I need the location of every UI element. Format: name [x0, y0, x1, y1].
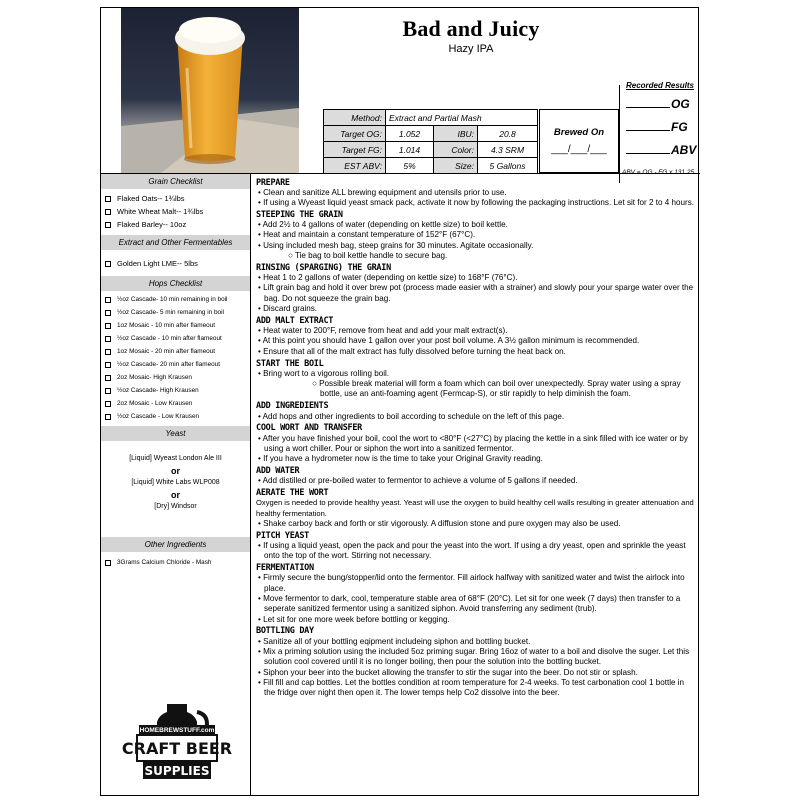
checkbox-icon — [105, 209, 111, 215]
section-heading: COOL WORT AND TRANSFER — [256, 423, 362, 434]
grain-checklist-header: Grain Checklist — [101, 174, 250, 189]
logo-craft-beer: CRAFT BEER — [121, 739, 233, 758]
extract-item[interactable]: Golden Light LME-- 5lbs — [101, 257, 250, 270]
hops-item[interactable]: ½oz Cascade- High Krausen — [101, 384, 250, 397]
instruction-line: • Shake carboy back and forth or stir vigorously. A diffusion stone and pure oxygen may also be used. — [258, 519, 621, 528]
recipe-sheet — [100, 7, 699, 796]
checkbox-icon — [105, 323, 111, 329]
instruction-line: • Ensure that all of the malt extract has fully dissolved before turning the heat back on. — [258, 346, 566, 356]
yeast-or: or — [171, 466, 180, 476]
size-label: Size: — [434, 158, 478, 174]
ibu-value: 20.8 — [478, 126, 538, 142]
recorded-abv[interactable]: ABV — [626, 143, 696, 157]
recipe-style: Hazy IPA — [448, 43, 494, 55]
section-heading: FERMENTATION — [256, 563, 314, 574]
brewing-instructions — [256, 176, 694, 699]
hops-item[interactable]: 2oz Mosaic - Low Krausen — [101, 397, 250, 410]
title-area — [323, 16, 619, 55]
hops-item[interactable]: 1oz Mosaic - 20 min after flameout — [101, 345, 250, 358]
ibu-label: IBU: — [434, 126, 478, 142]
abv-label: EST ABV: — [324, 158, 386, 174]
instruction-line: • Let sit for one more week before bottling or kegging. — [258, 614, 450, 624]
recipe-title: Bad and Juicy — [402, 16, 540, 41]
other-item[interactable]: 3Grams Calcium Chloride - Mash — [101, 556, 250, 569]
instruction-line: • At this point you should have 1 gallon over your post boil volume. A 3½ gallon minimum is recommended. — [258, 336, 640, 346]
checkbox-icon — [105, 297, 111, 303]
hops-item[interactable]: 2oz Mosaic- High Krausen — [101, 371, 250, 384]
grain-item[interactable]: White Wheat Malt-- 1¾lbs — [101, 205, 250, 218]
method-label: Method: — [324, 110, 386, 126]
color-value: 4.3 SRM — [478, 142, 538, 158]
yeast-option-2: [Liquid] White Labs WLP008 — [131, 479, 220, 486]
recorded-og[interactable]: OG — [626, 97, 690, 111]
color-label: Color: — [434, 142, 478, 158]
section-heading: PREPARE — [256, 177, 290, 188]
checkbox-icon — [105, 388, 111, 394]
extract-header: Extract and Other Fermentables — [101, 235, 250, 250]
ingredients-sidebar — [101, 174, 251, 796]
hops-item[interactable]: ½oz Cascade - 10 min after flameout — [101, 332, 250, 345]
instruction-line: • Discard grains. — [258, 304, 318, 314]
checkbox-icon — [105, 336, 111, 342]
section-heading: ADD MALT EXTRACT — [256, 315, 334, 326]
hops-item[interactable]: ½oz Cascade- 5 min remaining in boil — [101, 306, 250, 319]
instruction-subline: ○ Tie bag to boil kettle handle to secure bag. — [288, 251, 448, 261]
instruction-line: • Add hops and other ingredients to boil according to schedule on the left of this page. — [258, 411, 565, 421]
yeast-options — [101, 441, 250, 513]
instruction-line: • Add 2½ to 4 gallons of water (depending on kettle size) to boil kettle. — [258, 220, 508, 230]
section-heading: BOTTLING DAY — [256, 626, 314, 637]
instruction-line: • Clean and sanitize ALL brewing equipment and utensils prior to use. — [258, 187, 507, 197]
hops-item[interactable]: ½oz Cascade- 10 min remaining in boil — [101, 293, 250, 306]
grain-item[interactable]: Flaked Barley-- 10oz — [101, 218, 250, 231]
checkbox-icon — [105, 196, 111, 202]
hops-item[interactable]: ½oz Cascade - Low Krausen — [101, 410, 250, 423]
section-heading: RINSING (SPARGING) THE GRAIN — [256, 262, 391, 273]
instruction-line: • Heat 1 to 2 gallons of water (depending on kettle size) to 168°F (76°C). — [258, 273, 518, 283]
fg-value: 1.014 — [386, 142, 434, 158]
instruction-line: • Add distilled or pre-boiled water to fermentor to achieve a volume of 5 gallons if needed. — [258, 476, 578, 486]
checkbox-icon — [105, 222, 111, 228]
beer-photo — [121, 8, 299, 173]
yeast-option-1: [Liquid] Wyeast London Ale III — [129, 455, 222, 462]
yeast-or: or — [171, 490, 180, 500]
checkbox-icon — [105, 401, 111, 407]
instruction-line: • If using a liquid yeast, open the pack and pour the yeast into the wort. If using a dry yeast, open and sprinkle the yeast onto the top of the wort. Stirring not necessary. — [258, 541, 686, 561]
recorded-results-header: Recorded Results — [625, 81, 695, 90]
section-heading: ADD WATER — [256, 466, 300, 477]
yeast-option-3: [Dry] Windsor — [154, 503, 197, 510]
instruction-line: • Mix a priming solution using the included 5oz priming sugar. Bring 16oz of water to a boil and disolve the suger. Let this solution cool covered until it is no longer boiling, then pour the solution into the bottling bucket. — [258, 647, 690, 667]
section-heading: AERATE THE WORT — [256, 488, 329, 499]
instruction-line: • Heat water to 200°F, remove from heat and add your malt extract(s). — [258, 326, 508, 336]
instruction-line: • If you have a hydrometer now is the time to take your Original Gravity reading. — [258, 454, 543, 464]
section-heading: START THE BOIL — [256, 358, 324, 369]
size-value: 5 Gallons — [478, 158, 538, 174]
hops-item[interactable]: ½oz Cascade- 20 min after flameout — [101, 358, 250, 371]
yeast-header: Yeast — [101, 426, 250, 441]
checkbox-icon — [105, 261, 111, 267]
instruction-line: • After you have finished your boil, cool the wort to <80°F (<27°C) by placing the kettle in a sink filled with ice water or by using a wort chiller. Pour or siphon the wort into a sanitized fermentor. — [258, 433, 688, 453]
instruction-line: • Siphon your beer into the bucket allowing the transfer to stir the sugar into the beer. Do not stir or splash. — [258, 667, 638, 677]
instruction-line: • Sanitize all of your bottling eqipment includeing siphon and bottling bucket. — [258, 636, 531, 646]
instruction-subline: ○ Possible break material will form a foam which can boil over unexpectedly. Spray water using a spray bottle, use an anti-foaming agent (Fermcap-S), or stir rapidly to help diminish the foam. — [312, 379, 681, 399]
instruction-line: • Firmly secure the bung/stopper/lid onto the fermentor. Fill airlock halfway with sanitized water and twist the airlock into place. — [258, 573, 685, 593]
craft-beer-supplies-logo — [121, 702, 233, 782]
checkbox-icon — [105, 560, 111, 566]
checkbox-icon — [105, 362, 111, 368]
logo-supplies: SUPPLIES — [144, 764, 210, 778]
instruction-line: • Heat and maintain a constant temperature of 152°F (67°C). — [258, 230, 476, 240]
instruction-line: • Fill fill and cap bottles. Let the bottles condition at room temperature for 2-4 weeks. To test carbonation cool 1 bottle in the fridge over night then open it. The lower temps help Co2 dissolve into the beer. — [258, 677, 685, 698]
instruction-line: • Lift grain bag and hold it over brew pot (process made easier with a strainer) and slowly pour your sparge water over the bag. Do not squeeze the grain bag. — [258, 283, 694, 303]
og-label: Target OG: — [324, 126, 386, 142]
brewed-on-label: Brewed On — [553, 127, 605, 138]
logo-url: HOMEBREWSTUFF.com — [139, 727, 215, 734]
brewed-on-date[interactable]: ___/___/___ — [551, 144, 607, 155]
section-heading: PITCH YEAST — [256, 530, 309, 541]
abv-value: 5% — [386, 158, 434, 174]
og-value: 1.052 — [386, 126, 434, 142]
hops-item[interactable]: 1oz Mosaic - 10 min after flameout — [101, 319, 250, 332]
instruction-line: • Bring wort to a vigorous rolling boil. — [258, 368, 390, 378]
brewed-on-box — [539, 109, 619, 173]
fg-label: Target FG: — [324, 142, 386, 158]
checkbox-icon — [105, 414, 111, 420]
stats-table — [323, 109, 538, 174]
section-heading: STEEPING THE GRAIN — [256, 209, 343, 220]
checkbox-icon — [105, 349, 111, 355]
instruction-line: • Move fermentor to dark, cool, temperature stable area of 68°F (20°C). Let sit for one week (7 days) then transfer to a seperate sanitized fermentor using a sanitized siphon. Avoid transferring any sediment (trub). — [258, 594, 681, 614]
instruction-line: • Using included mesh bag, steep grains for 30 minutes. Agitate occasionally. — [258, 240, 534, 250]
checkbox-icon — [105, 375, 111, 381]
other-ingredients-header: Other Ingredients — [101, 537, 250, 552]
checkbox-icon — [105, 310, 111, 316]
recorded-results — [619, 81, 700, 183]
hops-checklist-header: Hops Checklist — [101, 276, 250, 291]
instruction-line: Oxygen is needed to provide healthy yeast. Yeast will use the oxygen to build healthy cell walls resulting in greater attenuation and healthy fermentation. — [256, 498, 694, 518]
instruction-line: • If using a Wyeast liquid yeast smack pack, activate it now by following the packaging instructions. Let sit for 2 to 4 hours. — [258, 198, 694, 208]
method-value: Extract and Partial Mash — [386, 110, 538, 126]
grain-item[interactable]: Flaked Oats-- 1¾lbs — [101, 192, 250, 205]
section-heading: ADD INGREDIENTS — [256, 401, 329, 412]
recorded-fg[interactable]: FG — [626, 120, 688, 134]
